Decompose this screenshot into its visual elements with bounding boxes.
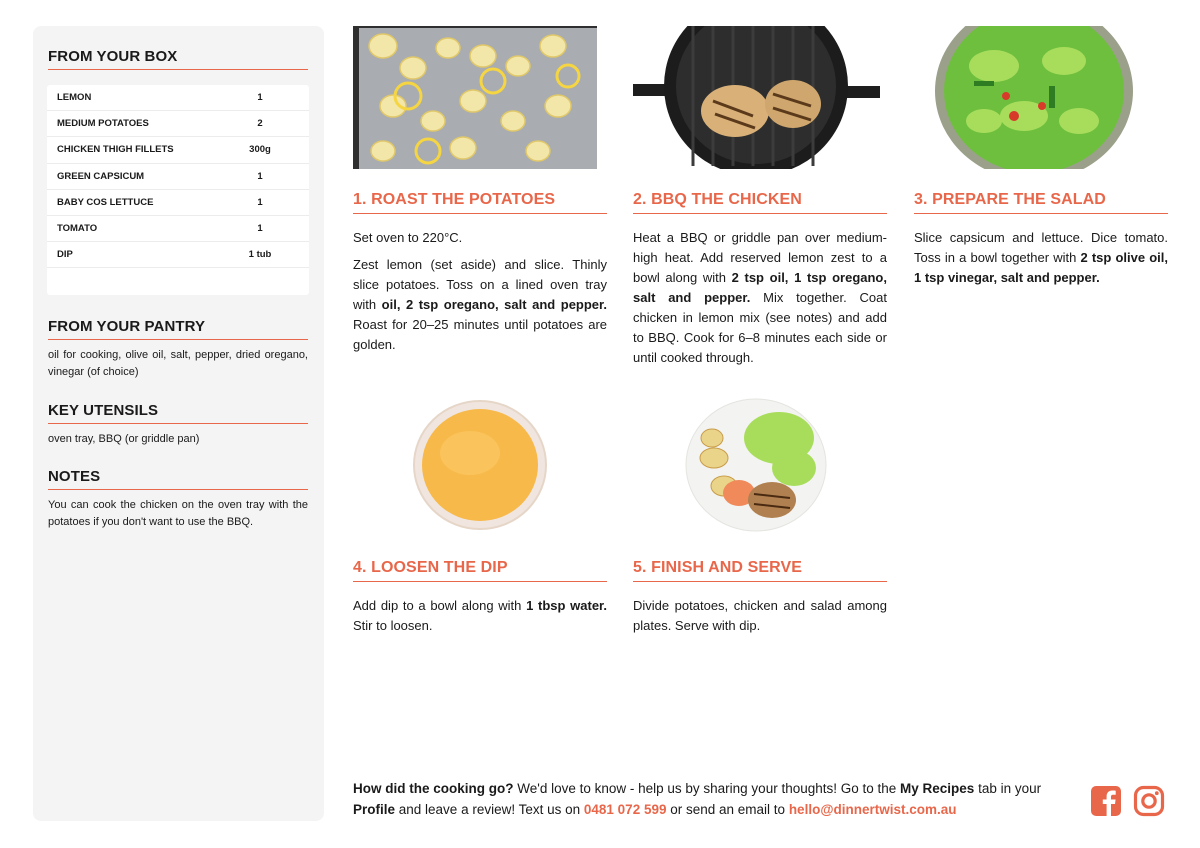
step-body xyxy=(914,228,1168,295)
step-body xyxy=(633,596,887,643)
step-paragraph xyxy=(633,228,887,368)
from-your-pantry-title: FROM YOUR PANTRY xyxy=(48,318,308,340)
step-text: Set oven to 220°C. xyxy=(353,230,463,245)
pantry-text: oil for cooking, olive oil, salt, pepper, dried oregano, vinegar (of choice) xyxy=(48,349,308,378)
step-title: 1. ROAST THE POTATOES xyxy=(353,191,607,214)
key-utensils-title: KEY UTENSILS xyxy=(48,402,308,424)
dip-bowl-image xyxy=(410,398,550,532)
step-body xyxy=(633,228,887,375)
step-title: 5. FINISH AND SERVE xyxy=(633,559,887,582)
step-text-bold: oil, 2 tsp oregano, salt and pepper. xyxy=(381,297,607,312)
instagram-icon[interactable] xyxy=(1133,785,1165,817)
utensils-text: oven tray, BBQ (or griddle pan) xyxy=(48,433,200,445)
bbq-chicken-image xyxy=(633,26,880,169)
ingredient-name: MEDIUM POTATOES xyxy=(57,118,149,130)
step-text: Mix together. Coat chicken in lemon mix (see notes) and add to BBQ. Cook for 6–8 minutes each side or until cooked through. xyxy=(633,290,887,365)
footer-text-part: tab in your xyxy=(974,781,1042,796)
step-text: Divide potatoes, chicken and salad among plates. Serve with dip. xyxy=(633,598,887,633)
ingredient-qty: 1 xyxy=(257,196,263,208)
ingredient-qty: 1 xyxy=(257,92,263,104)
ingredient-row xyxy=(47,164,309,190)
ingredient-name: CHICKEN THIGH FILLETS xyxy=(57,144,174,156)
step-text: Roast for 20–25 minutes until potatoes are golden. xyxy=(353,317,607,352)
step-text: Add dip to a bowl along with xyxy=(353,598,527,613)
step-paragraph xyxy=(633,596,887,636)
step-text-bold: 2 tsp oil, 1 tsp oregano, salt and pepper. xyxy=(633,270,887,305)
roast-potatoes-image xyxy=(353,26,597,169)
footer-text-part: or send an email to xyxy=(666,802,789,817)
ingredient-row xyxy=(47,242,309,268)
step-paragraph xyxy=(353,228,607,248)
step-text: Slice capsicum and lettuce. Dice tomato. Toss in a bowl together with xyxy=(914,230,1168,265)
step-text: Stir to loosen. xyxy=(353,618,433,633)
footer-text-part: and leave a review! Text us on xyxy=(395,802,584,817)
step-paragraph xyxy=(914,228,1168,288)
sidebar xyxy=(33,26,324,821)
email-link[interactable]: hello@dinnertwist.com.au xyxy=(788,802,957,817)
step-text-bold: 1 tbsp water. xyxy=(526,598,608,613)
ingredient-name: DIP xyxy=(57,249,73,261)
step-body xyxy=(353,228,607,362)
ingredient-qty: 2 xyxy=(257,118,263,130)
ingredient-name: TOMATO xyxy=(57,223,98,235)
footer-question: How did the cooking go? xyxy=(353,781,514,796)
notes-title: NOTES xyxy=(48,468,308,490)
ingredient-row xyxy=(47,85,309,111)
footer-text-part: We'd love to know - help us by sharing your thoughts! Go to the xyxy=(513,781,901,796)
step-paragraph xyxy=(353,255,607,355)
ingredient-row xyxy=(47,216,309,242)
ingredient-row xyxy=(47,111,309,137)
step-text-bold: 2 tsp olive oil, 1 tsp vinegar, salt and pepper. xyxy=(914,250,1168,285)
step-title: 3. PREPARE THE SALAD xyxy=(914,191,1168,214)
ingredient-name: GREEN CAPSICUM xyxy=(57,170,145,182)
ingredient-qty: 1 tub xyxy=(248,249,272,261)
ingredient-qty: 300g xyxy=(249,144,271,156)
facebook-icon[interactable] xyxy=(1090,785,1122,817)
phone-link[interactable]: 0481 072 599 xyxy=(583,802,667,817)
ingredient-qty: 1 xyxy=(257,223,263,235)
my-recipes-link[interactable]: My Recipes xyxy=(900,781,975,796)
step-text: Zest lemon (set aside) and slice. Thinly slice potatoes. Toss on a lined oven tray with xyxy=(353,257,607,312)
ingredient-row xyxy=(47,190,309,216)
profile-link[interactable]: Profile xyxy=(353,802,396,817)
notes-text: You can cook the chicken on the oven tray with the potatoes if you don't want to use the BBQ. xyxy=(48,499,308,528)
from-your-box-title: FROM YOUR BOX xyxy=(48,48,308,70)
finished-plate-image xyxy=(684,398,829,532)
ingredient-row xyxy=(47,137,309,163)
step-body xyxy=(353,596,607,643)
ingredient-name: BABY COS LETTUCE xyxy=(57,196,154,208)
step-title: 4. LOOSEN THE DIP xyxy=(353,559,607,582)
ingredient-qty: 1 xyxy=(257,170,263,182)
ingredient-name: LEMON xyxy=(57,92,92,104)
salad-image xyxy=(914,26,1154,169)
step-text: Heat a BBQ or griddle pan over medium-high heat. Add reserved lemon zest to a bowl along with xyxy=(633,230,887,285)
footer-text xyxy=(353,778,1073,820)
step-paragraph xyxy=(353,596,607,636)
ingredients-table xyxy=(47,85,309,295)
step-title: 2. BBQ THE CHICKEN xyxy=(633,191,887,214)
